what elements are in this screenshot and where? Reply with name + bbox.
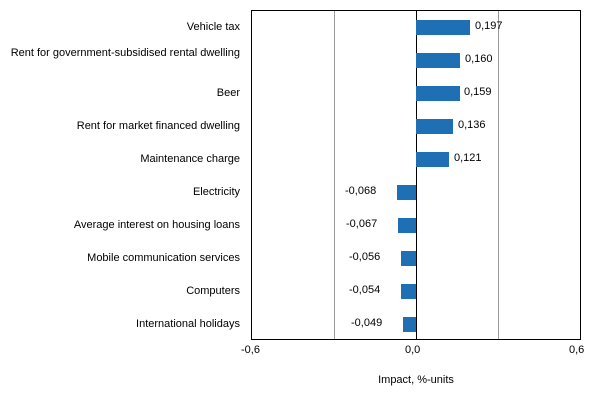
plot-area (251, 10, 581, 340)
bar-row (252, 242, 580, 275)
bar-value-label: 0,136 (458, 119, 486, 131)
bar (401, 284, 416, 299)
category-label: International holidays (136, 318, 240, 330)
bar-row (252, 209, 580, 242)
bar-row (252, 77, 580, 110)
bars-group (252, 11, 580, 339)
category-label: Mobile communication services (87, 252, 240, 264)
bar (416, 119, 453, 134)
bar (416, 20, 470, 35)
bar-row (252, 176, 580, 209)
bar-value-label: 0,160 (465, 53, 493, 65)
bar (416, 86, 460, 101)
bar-value-label: 0,159 (464, 86, 492, 98)
bar-value-label: 0,197 (475, 20, 503, 32)
bar-row (252, 275, 580, 308)
category-label: Maintenance charge (140, 153, 240, 165)
bar (398, 218, 416, 233)
bar-row (252, 308, 580, 341)
category-label: Electricity (192, 186, 240, 198)
category-label: Average interest on housing loans (73, 219, 240, 231)
bar-row (252, 110, 580, 143)
category-label: Computers (186, 285, 240, 297)
bar (403, 317, 416, 332)
bar-row (252, 143, 580, 176)
bar-value-label: -0,056 (349, 251, 381, 263)
category-label: Rent for market financed dwelling (76, 120, 240, 132)
bar-value-label: -0,068 (345, 185, 377, 197)
bar (416, 53, 460, 68)
bar (401, 251, 416, 266)
category-label: Rent for government-subsidised rental dwelling (10, 47, 240, 59)
x-tick-label: 0,0 (405, 344, 421, 356)
bar-value-label: 0,121 (454, 152, 482, 164)
x-tick-label: 0,6 (569, 344, 585, 356)
x-tick-label: -0,6 (241, 344, 260, 356)
bar-value-label: -0,067 (346, 218, 378, 230)
bar-value-label: -0,054 (349, 284, 381, 296)
bar-value-label: -0,049 (351, 317, 383, 329)
bar-row (252, 44, 580, 77)
category-label: Vehicle tax (186, 21, 240, 33)
bar (397, 185, 416, 200)
bar-row (252, 11, 580, 44)
bar (416, 152, 449, 167)
category-axis-labels (0, 10, 246, 340)
x-axis-title: Impact, %-units (378, 374, 454, 386)
category-label: Beer (216, 87, 240, 99)
